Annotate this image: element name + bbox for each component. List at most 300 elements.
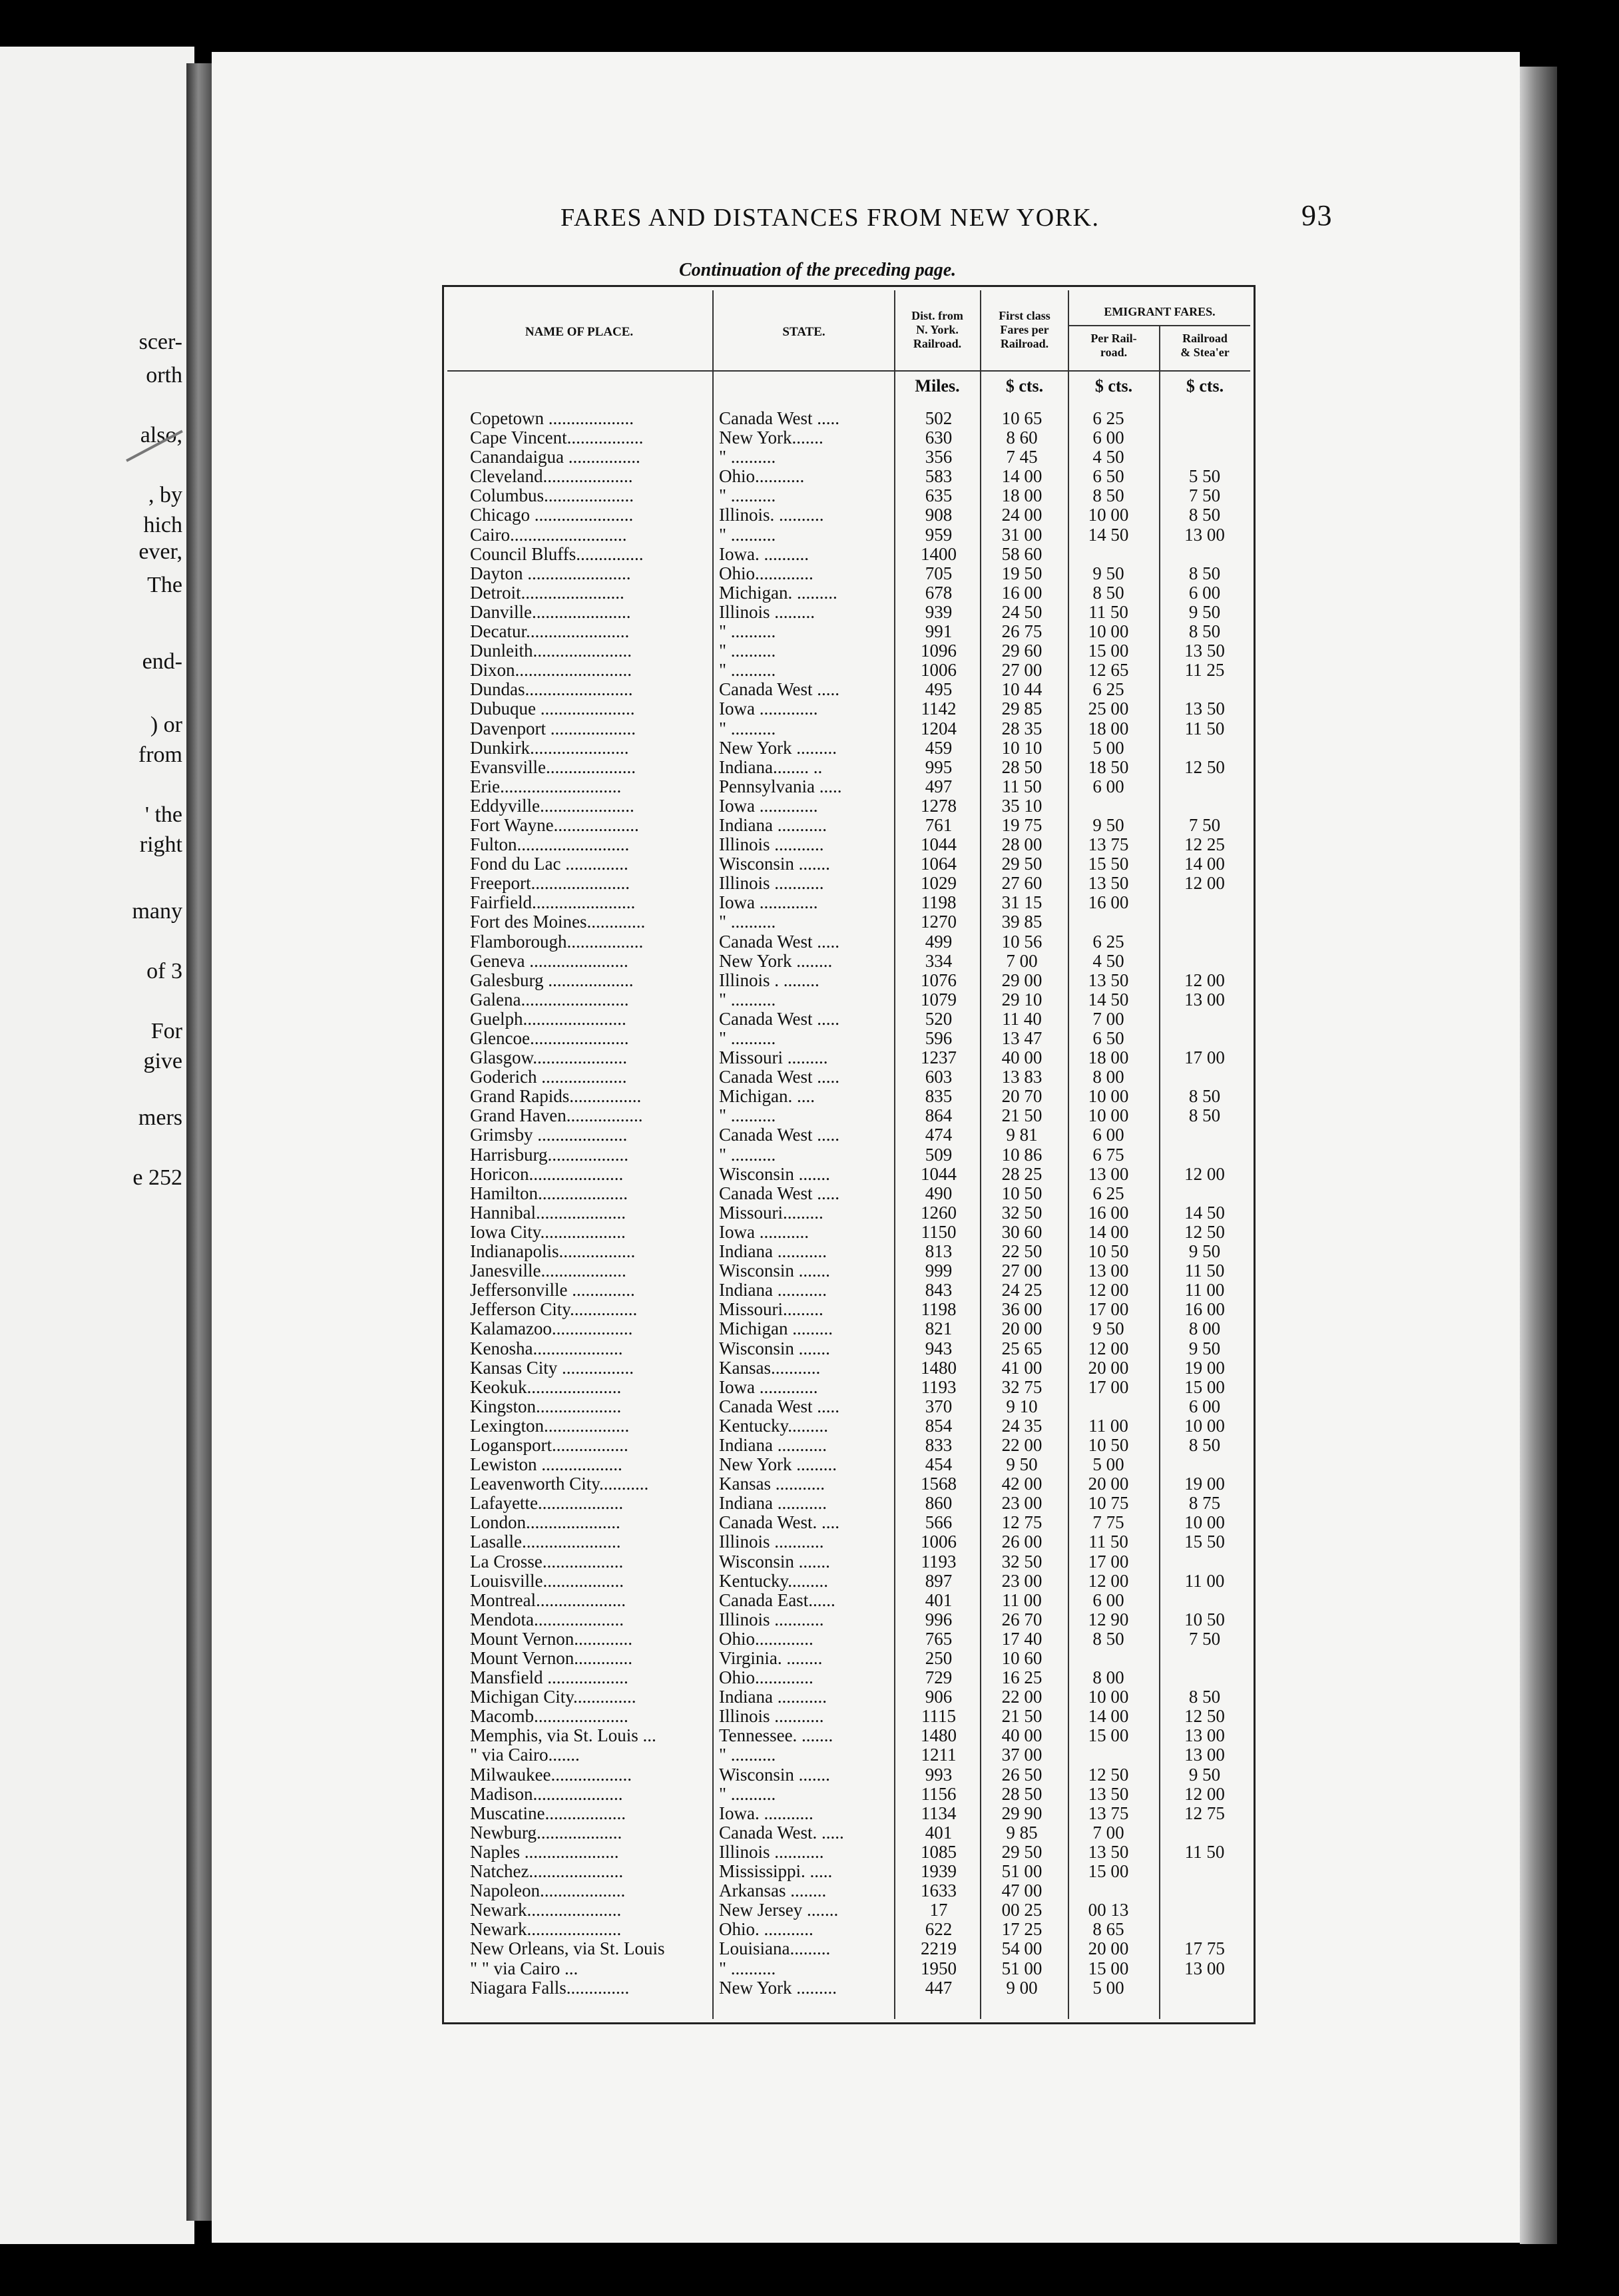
table-row xyxy=(0,1668,1619,1687)
place-name: Geneva ...................... xyxy=(470,951,628,971)
distance-miles: 1480 xyxy=(921,1725,957,1746)
place-name: Dunleith...................... xyxy=(470,641,632,661)
table-row xyxy=(0,1939,1619,1958)
emigrant-railroad-fare: 8 50 xyxy=(1092,485,1124,506)
emigrant-railroad-fare: 10 50 xyxy=(1088,1434,1129,1455)
place-name: Macomb..................... xyxy=(470,1707,628,1727)
state-name: Ohio............. xyxy=(719,1668,813,1688)
table-row xyxy=(0,874,1619,893)
first-class-fare: 9 00 xyxy=(1006,1977,1038,1998)
emigrant-railroad-fare: 14 00 xyxy=(1088,1706,1129,1727)
distance-miles: 401 xyxy=(925,1589,953,1610)
first-class-fare: 16 25 xyxy=(1001,1667,1042,1688)
emigrant-railroad-fare: 20 00 xyxy=(1088,1938,1129,1959)
emigrant-railroad-fare: 9 50 xyxy=(1092,814,1124,835)
distance-miles: 1150 xyxy=(921,1221,957,1242)
distance-miles: 1193 xyxy=(921,1376,957,1397)
left-page-text-fragment: give xyxy=(143,1049,182,1073)
state-name: Indiana ........... xyxy=(719,1242,827,1262)
first-class-fare: 20 00 xyxy=(1001,1318,1042,1339)
first-class-fare: 32 75 xyxy=(1001,1376,1042,1397)
state-name: Indiana ........... xyxy=(719,815,827,835)
state-name: New York....... xyxy=(719,428,823,448)
place-name: Kalamazoo.................. xyxy=(470,1319,633,1339)
emigrant-railroad-fare: 6 00 xyxy=(1092,1589,1124,1610)
emigrant-steamer-fare: 13 50 xyxy=(1184,699,1225,719)
emigrant-railroad-fare: 13 50 xyxy=(1088,1783,1129,1804)
emigrant-railroad-fare: 17 00 xyxy=(1088,1299,1129,1320)
distance-miles: 959 xyxy=(925,524,953,545)
place-name: Fort des Moines............. xyxy=(470,912,646,932)
distance-miles: 1085 xyxy=(921,1841,957,1862)
state-name: Ohio. ........... xyxy=(719,1920,813,1940)
first-class-fare: 26 50 xyxy=(1001,1764,1042,1785)
table-row xyxy=(0,1242,1619,1261)
place-name: Glasgow..................... xyxy=(470,1048,627,1068)
first-class-fare: 23 00 xyxy=(1001,1493,1042,1514)
distance-miles: 474 xyxy=(925,1125,953,1145)
first-class-fare: 22 00 xyxy=(1001,1434,1042,1455)
table-row xyxy=(0,932,1619,952)
emigrant-railroad-fare: 13 50 xyxy=(1088,873,1129,894)
distance-miles: 854 xyxy=(925,1415,953,1436)
state-name: Arkansas ........ xyxy=(719,1881,827,1901)
distance-miles: 1029 xyxy=(921,873,957,894)
place-name: Kansas City ................ xyxy=(470,1358,634,1378)
state-name: Canada West ..... xyxy=(719,1067,840,1087)
table-row xyxy=(0,1145,1619,1165)
state-name: Canada West ..... xyxy=(719,1183,840,1203)
place-name: Mount Vernon............. xyxy=(470,1629,633,1649)
distance-miles: 833 xyxy=(925,1434,953,1455)
place-name: Detroit....................... xyxy=(470,583,624,603)
emigrant-railroad-fare: 13 75 xyxy=(1088,1803,1129,1823)
first-class-fare: 31 00 xyxy=(1001,524,1042,545)
first-class-fare: 41 00 xyxy=(1001,1357,1042,1378)
first-class-fare: 10 44 xyxy=(1001,679,1042,700)
emigrant-railroad-fare: 14 00 xyxy=(1088,1221,1129,1242)
distance-miles: 995 xyxy=(925,756,953,777)
distance-miles: 1211 xyxy=(921,1745,957,1765)
header-first-class-line: Fares per xyxy=(1000,323,1049,336)
table-row xyxy=(0,1125,1619,1145)
state-name: Canada West ..... xyxy=(719,932,840,952)
table-row xyxy=(0,816,1619,835)
emigrant-railroad-fare: 10 00 xyxy=(1088,1105,1129,1126)
state-name: Illinois ........... xyxy=(719,835,824,855)
table-row xyxy=(0,467,1619,486)
state-name: Ohio............. xyxy=(719,1629,813,1649)
first-class-fare: 10 60 xyxy=(1001,1648,1042,1668)
header-railroad-steamer-line: Railroad xyxy=(1182,332,1228,345)
table-row xyxy=(0,1785,1619,1804)
place-name: Grimsby .................... xyxy=(470,1125,628,1145)
emigrant-railroad-fare: 13 00 xyxy=(1088,1261,1129,1281)
state-name: Louisiana......... xyxy=(719,1939,831,1959)
emigrant-steamer-fare: 11 00 xyxy=(1184,1280,1225,1300)
table-row xyxy=(0,1823,1619,1843)
emigrant-steamer-fare: 5 50 xyxy=(1188,466,1221,487)
distance-miles: 835 xyxy=(925,1086,953,1107)
left-page-text-fragment: mers xyxy=(138,1105,182,1130)
first-class-fare: 32 50 xyxy=(1001,1202,1042,1223)
place-name: Erie........................... xyxy=(470,776,622,796)
state-name: New York ......... xyxy=(719,1455,837,1475)
state-name: Canada West. .... xyxy=(719,1513,840,1533)
state-name: Canada West. ..... xyxy=(719,1823,844,1843)
emigrant-steamer-fare: 12 50 xyxy=(1184,756,1225,777)
distance-miles: 1204 xyxy=(921,718,957,738)
left-page-text-fragment: also, xyxy=(140,423,182,447)
emigrant-railroad-fare: 20 00 xyxy=(1088,1357,1129,1378)
emigrant-steamer-fare: 12 00 xyxy=(1184,1783,1225,1804)
distance-miles: 356 xyxy=(925,447,953,467)
state-name: Illinois ........... xyxy=(719,1532,824,1552)
distance-miles: 678 xyxy=(925,582,953,603)
distance-miles: 566 xyxy=(925,1512,953,1533)
first-class-fare: 51 00 xyxy=(1001,1958,1042,1978)
state-name: Missouri......... xyxy=(719,1203,823,1223)
table-row xyxy=(0,1203,1619,1223)
place-name: London..................... xyxy=(470,1513,620,1533)
table-row xyxy=(0,1707,1619,1726)
emigrant-steamer-fare: 19 00 xyxy=(1184,1357,1225,1378)
place-name: Fairfield....................... xyxy=(470,893,636,913)
place-name: Chicago ...................... xyxy=(470,505,634,525)
emigrant-steamer-fare: 8 50 xyxy=(1188,1105,1221,1126)
distance-miles: 1237 xyxy=(921,1047,957,1068)
emigrant-steamer-fare: 9 50 xyxy=(1188,601,1221,622)
state-name: Illinois ........... xyxy=(719,1707,824,1727)
state-name: " .......... xyxy=(719,486,776,506)
state-name: Canada West ..... xyxy=(719,1009,840,1029)
state-name: New York ......... xyxy=(719,1978,837,1998)
emigrant-railroad-fare: 15 00 xyxy=(1088,1958,1129,1978)
place-name: Copetown ................... xyxy=(470,409,634,428)
distance-miles: 1044 xyxy=(921,834,957,855)
first-class-fare: 21 50 xyxy=(1001,1105,1042,1126)
emigrant-steamer-fare: 13 00 xyxy=(1184,989,1225,1009)
place-name: Napoleon................... xyxy=(470,1881,626,1901)
place-name: Harrisburg.................. xyxy=(470,1145,628,1165)
state-name: Wisconsin ....... xyxy=(719,1765,830,1785)
table-row xyxy=(0,1900,1619,1920)
distance-miles: 1044 xyxy=(921,1163,957,1184)
first-class-fare: 10 50 xyxy=(1001,1183,1042,1203)
table-row xyxy=(0,1532,1619,1552)
place-name: Michigan City.............. xyxy=(470,1687,636,1707)
place-name: Goderich ................... xyxy=(470,1067,627,1087)
distance-miles: 860 xyxy=(925,1493,953,1514)
first-class-fare: 36 00 xyxy=(1001,1299,1042,1320)
emigrant-railroad-fare: 7 00 xyxy=(1092,1008,1124,1029)
place-name: Freeport...................... xyxy=(470,874,630,894)
emigrant-steamer-fare: 16 00 xyxy=(1184,1299,1225,1320)
emigrant-railroad-fare: 12 00 xyxy=(1088,1338,1129,1358)
table-row xyxy=(0,1300,1619,1319)
place-name: Niagara Falls.............. xyxy=(470,1978,630,1998)
first-class-fare: 13 83 xyxy=(1001,1067,1042,1087)
place-name: Lasalle...................... xyxy=(470,1532,621,1552)
distance-miles: 1278 xyxy=(921,795,957,816)
state-name: Iowa ............. xyxy=(719,699,818,719)
place-name: Horicon..................... xyxy=(470,1164,624,1184)
table-row xyxy=(0,1455,1619,1474)
header-railroad-steamer xyxy=(1160,332,1250,360)
emigrant-railroad-fare: 6 50 xyxy=(1092,1028,1124,1048)
emigrant-railroad-fare: 13 50 xyxy=(1088,1841,1129,1862)
emigrant-railroad-fare: 10 00 xyxy=(1088,505,1129,525)
state-name: " .......... xyxy=(719,622,776,642)
table-row xyxy=(0,738,1619,758)
distance-miles: 630 xyxy=(925,428,953,448)
page-number: 93 xyxy=(1301,199,1333,232)
distance-miles: 1400 xyxy=(921,543,957,564)
place-name: Fort Wayne................... xyxy=(470,815,639,835)
place-name: Milwaukee.................. xyxy=(470,1765,632,1785)
distance-miles: 334 xyxy=(925,950,953,971)
emigrant-railroad-fare: 25 00 xyxy=(1088,699,1129,719)
table-row xyxy=(0,1281,1619,1300)
distance-miles: 370 xyxy=(925,1396,953,1416)
distance-miles: 1193 xyxy=(921,1551,957,1572)
left-page-text-fragment: right xyxy=(139,832,182,857)
distance-miles: 17 xyxy=(929,1900,948,1920)
left-page-text-fragment: orth xyxy=(146,363,182,388)
place-name: Eddyville..................... xyxy=(470,796,634,816)
emigrant-railroad-fare: 11 50 xyxy=(1088,601,1128,622)
left-page-text-fragment: end- xyxy=(142,649,182,674)
state-name: Ohio........... xyxy=(719,467,805,487)
place-name: Decatur....................... xyxy=(470,622,630,642)
emigrant-steamer-fare: 15 50 xyxy=(1184,1532,1225,1552)
distance-miles: 729 xyxy=(925,1667,953,1688)
state-name: " .......... xyxy=(719,1029,776,1048)
place-name: " via Cairo....... xyxy=(470,1745,580,1765)
left-page-text-fragment: of 3 xyxy=(146,959,182,984)
emigrant-railroad-fare: 5 00 xyxy=(1092,1454,1124,1475)
table-row xyxy=(0,564,1619,583)
emigrant-steamer-fare: 13 00 xyxy=(1184,1725,1225,1746)
first-class-fare: 29 60 xyxy=(1001,641,1042,661)
first-class-fare: 12 75 xyxy=(1001,1512,1042,1533)
emigrant-railroad-fare: 6 25 xyxy=(1092,679,1124,700)
place-name: Grand Haven................. xyxy=(470,1106,643,1126)
first-class-fare: 26 00 xyxy=(1001,1532,1042,1552)
place-name: Newark..................... xyxy=(470,1900,622,1920)
table-row xyxy=(0,1261,1619,1281)
table-row xyxy=(0,622,1619,641)
distance-miles: 943 xyxy=(925,1338,953,1358)
first-class-fare: 17 25 xyxy=(1001,1919,1042,1940)
distance-miles: 1064 xyxy=(921,854,957,874)
distance-miles: 765 xyxy=(925,1628,953,1649)
table-row xyxy=(0,1378,1619,1397)
place-name: Logansport................. xyxy=(470,1435,628,1455)
emigrant-steamer-fare: 12 25 xyxy=(1184,834,1225,855)
header-first-class-line: Railroad. xyxy=(1000,337,1049,350)
state-name: Indiana ........... xyxy=(719,1281,827,1300)
state-name: New York ........ xyxy=(719,951,833,971)
emigrant-steamer-fare: 13 00 xyxy=(1184,1745,1225,1765)
place-name: Galesburg ................... xyxy=(470,970,634,990)
distance-miles: 1134 xyxy=(921,1803,957,1823)
place-name: Davenport ................... xyxy=(470,718,636,738)
place-name: Grand Rapids................ xyxy=(470,1087,642,1107)
first-class-fare: 24 00 xyxy=(1001,505,1042,525)
state-name: Illinois ........... xyxy=(719,874,824,894)
table-row xyxy=(0,1067,1619,1087)
place-name: Glencoe...................... xyxy=(470,1029,629,1048)
state-name: Wisconsin ....... xyxy=(719,1552,830,1572)
distance-miles: 1480 xyxy=(921,1357,957,1378)
first-class-fare: 24 25 xyxy=(1001,1280,1042,1300)
place-name: La Crosse.................. xyxy=(470,1552,624,1572)
table-row xyxy=(0,777,1619,796)
table-row xyxy=(0,1804,1619,1823)
first-class-fare: 28 35 xyxy=(1001,718,1042,738)
table-row xyxy=(0,952,1619,971)
first-class-fare: 22 50 xyxy=(1001,1241,1042,1262)
emigrant-steamer-fare: 10 00 xyxy=(1184,1512,1225,1533)
table-row xyxy=(0,912,1619,932)
emigrant-railroad-fare: 10 00 xyxy=(1088,1086,1129,1107)
table-row xyxy=(0,1184,1619,1203)
emigrant-steamer-fare: 9 50 xyxy=(1188,1764,1221,1785)
emigrant-railroad-fare: 6 50 xyxy=(1092,466,1124,487)
place-name: Hannibal.................... xyxy=(470,1203,626,1223)
distance-miles: 1156 xyxy=(921,1783,957,1804)
first-class-fare: 28 25 xyxy=(1001,1163,1042,1184)
state-name: Canada West ..... xyxy=(719,409,840,428)
first-class-fare: 28 50 xyxy=(1001,1783,1042,1804)
first-class-fare: 9 85 xyxy=(1006,1822,1038,1843)
table-row xyxy=(0,680,1619,699)
emigrant-steamer-fare: 8 50 xyxy=(1188,1434,1221,1455)
distance-miles: 705 xyxy=(925,563,953,583)
distance-miles: 1270 xyxy=(921,912,957,932)
table-row xyxy=(0,758,1619,777)
header-rule xyxy=(1068,325,1250,326)
first-class-fare: 9 81 xyxy=(1006,1125,1038,1145)
state-name: Iowa. .......... xyxy=(719,544,809,564)
emigrant-railroad-fare: 14 50 xyxy=(1088,524,1129,545)
emigrant-steamer-fare: 9 50 xyxy=(1188,1241,1221,1262)
state-name: Illinois ......... xyxy=(719,602,815,622)
distance-miles: 993 xyxy=(925,1764,953,1785)
state-name: " .......... xyxy=(719,447,776,467)
table-row xyxy=(0,1009,1619,1029)
state-name: Indiana ........... xyxy=(719,1687,827,1707)
table-row xyxy=(0,1048,1619,1067)
distance-miles: 622 xyxy=(925,1919,953,1940)
distance-miles: 596 xyxy=(925,1028,953,1048)
first-class-fare: 51 00 xyxy=(1001,1861,1042,1882)
header-state: STATE. xyxy=(782,325,825,339)
state-name: Kentucky......... xyxy=(719,1416,828,1436)
header-distance-line: Dist. from xyxy=(911,309,963,322)
distance-miles: 447 xyxy=(925,1977,953,1998)
place-name: Natchez..................... xyxy=(470,1862,624,1882)
emigrant-railroad-fare: 8 50 xyxy=(1092,1628,1124,1649)
distance-miles: 2219 xyxy=(921,1938,957,1959)
first-class-fare: 14 00 xyxy=(1001,466,1042,487)
first-class-fare: 23 00 xyxy=(1001,1570,1042,1591)
left-page-text-fragment: ' the xyxy=(144,802,182,827)
table-row xyxy=(0,1474,1619,1494)
distance-miles: 1950 xyxy=(921,1958,957,1978)
table-row xyxy=(0,1687,1619,1707)
place-name: Cairo.......................... xyxy=(470,525,627,545)
table-row xyxy=(0,1416,1619,1436)
place-name: Dunkirk...................... xyxy=(470,738,629,758)
first-class-fare: 19 75 xyxy=(1001,814,1042,835)
state-name: " .......... xyxy=(719,525,776,545)
place-name: Columbus.................... xyxy=(470,486,634,506)
emigrant-railroad-fare: 00 13 xyxy=(1088,1900,1129,1920)
first-class-fare: 22 00 xyxy=(1001,1687,1042,1707)
state-name: Canada West ..... xyxy=(719,680,840,700)
page-title: FARES AND DISTANCES FROM NEW YORK. xyxy=(561,204,1100,232)
header-distance-line: Railroad. xyxy=(913,337,962,350)
emigrant-railroad-fare: 7 75 xyxy=(1092,1512,1124,1533)
place-name: Mendota.................... xyxy=(470,1609,624,1629)
state-name: Wisconsin ....... xyxy=(719,1338,830,1358)
left-page-text-fragment: scer- xyxy=(138,330,182,354)
first-class-fare: 10 86 xyxy=(1001,1144,1042,1165)
table-row xyxy=(0,1106,1619,1125)
distance-miles: 509 xyxy=(925,1144,953,1165)
header-per-railroad xyxy=(1069,332,1158,360)
emigrant-steamer-fare: 12 00 xyxy=(1184,970,1225,990)
state-name: Kansas........... xyxy=(719,1358,821,1378)
table-row xyxy=(0,1397,1619,1416)
left-page-text-fragment: The xyxy=(147,573,182,597)
left-page-text-fragment: many xyxy=(132,899,182,924)
place-name: Canandaigua ................ xyxy=(470,447,640,467)
state-name: Kentucky......... xyxy=(719,1571,828,1591)
place-name: Lexington................... xyxy=(470,1416,630,1436)
emigrant-railroad-fare: 13 50 xyxy=(1088,970,1129,990)
distance-miles: 813 xyxy=(925,1241,953,1262)
first-class-fare: 10 65 xyxy=(1001,408,1042,428)
place-name: Lewiston .................. xyxy=(470,1455,622,1475)
place-name: Janesville................... xyxy=(470,1261,626,1281)
distance-miles: 906 xyxy=(925,1687,953,1707)
emigrant-railroad-fare: 15 00 xyxy=(1088,641,1129,661)
left-page-text-fragment: ) or xyxy=(150,713,182,737)
place-name: Galena........................ xyxy=(470,990,629,1009)
emigrant-steamer-fare: 12 00 xyxy=(1184,1163,1225,1184)
state-name: Wisconsin ....... xyxy=(719,854,830,874)
table-row xyxy=(0,990,1619,1009)
header-place: NAME OF PLACE. xyxy=(525,325,634,339)
emigrant-steamer-fare: 12 00 xyxy=(1184,873,1225,894)
state-name: Indiana........ .. xyxy=(719,757,823,777)
state-name: Iowa ............. xyxy=(719,893,818,913)
place-name: Dixon.......................... xyxy=(470,661,632,681)
distance-miles: 520 xyxy=(925,1008,953,1029)
table-row xyxy=(0,428,1619,447)
table-row xyxy=(0,1862,1619,1881)
emigrant-railroad-fare: 16 00 xyxy=(1088,892,1129,913)
table-row xyxy=(0,1223,1619,1242)
place-name: Hamilton.................... xyxy=(470,1183,628,1203)
emigrant-railroad-fare: 14 50 xyxy=(1088,989,1129,1009)
distance-miles: 843 xyxy=(925,1280,953,1300)
state-name: " .......... xyxy=(719,1106,776,1126)
emigrant-railroad-fare: 15 00 xyxy=(1088,1861,1129,1882)
